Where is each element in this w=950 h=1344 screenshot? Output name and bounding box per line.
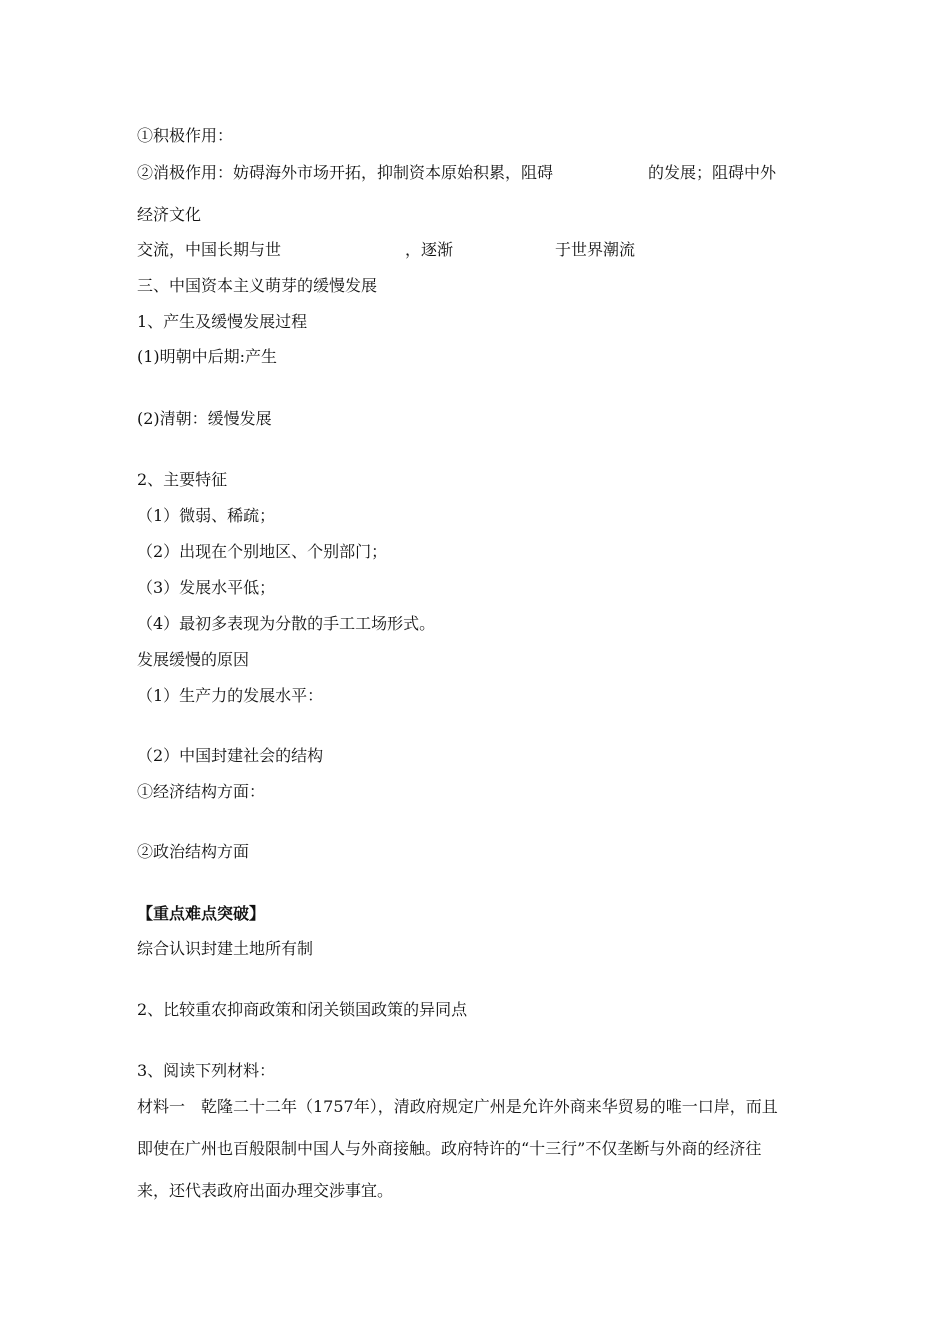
feature-item-3: （3）发展水平低； [137, 578, 276, 597]
negative-effect-text: ②消极作用：妨碍海外市场开拓，抑制资本原始积累，阻碍 [137, 163, 554, 182]
qing-item: (2)清朝：缓慢发展 [137, 409, 272, 428]
exchange-text-2: ，逐渐 [405, 240, 454, 259]
economic-structure-line: ①经济结构方面： [137, 782, 266, 801]
key-points-heading: 【重点难点突破】 [137, 904, 266, 923]
positive-effect-line: ①积极作用： [137, 126, 234, 145]
feature-item-4: （4）最初多表现为分散的手工工场形式。 [137, 614, 436, 633]
political-structure-line: ②政治结构方面 [137, 842, 250, 861]
negative-effect-line [137, 163, 776, 183]
feature-item-1: （1）微弱、稀疏； [137, 506, 276, 525]
reason-item-2: （2）中国封建社会的结构 [137, 746, 324, 765]
slow-development-reasons: 发展缓慢的原因 [137, 650, 250, 669]
material-line-1: 材料一 乾隆二十二年（1757年），清政府规定广州是允许外商来华贸易的唯一口岸，而且 [137, 1097, 778, 1116]
exchange-line [137, 240, 635, 260]
material-line-3: 来，还代表政府出面办理交涉事宜。 [137, 1181, 394, 1200]
feature-item-2: （2）出现在个别地区、个别部门； [137, 542, 388, 561]
reason-item-1: （1）生产力的发展水平： [137, 686, 324, 705]
ming-item: (1)明朝中后期:产生 [137, 347, 278, 366]
exchange-text-3: 于世界潮流 [555, 240, 636, 259]
subsection-origin: 1、产生及缓慢发展过程 [137, 312, 308, 331]
section-three-heading: 三、中国资本主义萌芽的缓慢发展 [137, 276, 378, 295]
reading-heading: 3、阅读下列材料： [137, 1061, 276, 1080]
land-ownership-line: 综合认识封建土地所有制 [137, 939, 314, 958]
negative-effect-text-cont: 的发展；阻碍中外 [648, 163, 777, 182]
material-line-2: 即使在广州也百般限制中国人与外商接触。政府特许的“十三行”不仅垄断与外商的经济往 [137, 1139, 762, 1158]
subsection-features: 2、主要特征 [137, 470, 228, 489]
policy-compare-line: 2、比较重农抑商政策和闭关锁国政策的异同点 [137, 1000, 468, 1019]
exchange-text: 交流，中国长期与世 [137, 240, 282, 259]
economy-culture-line: 经济文化 [137, 205, 202, 224]
